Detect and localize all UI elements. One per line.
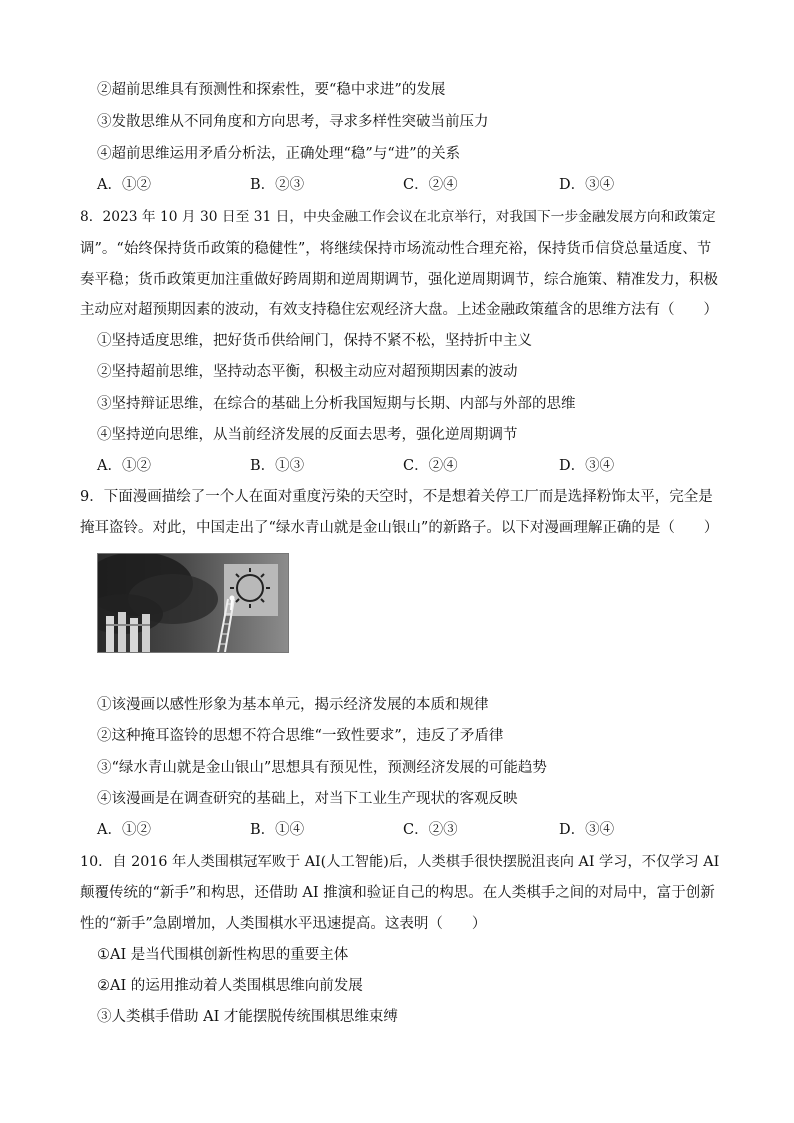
q9-choice-c: C．②③ <box>403 822 458 838</box>
q10-option-2: ②AI 的运用推动着人类围棋思维向前发展 <box>97 978 363 994</box>
q10-option-1: ①AI 是当代围棋创新性构思的重要主体 <box>97 947 349 963</box>
q8-option-3: ③坚持辩证思维，在综合的基础上分析我国短期与长期、内部与外部的思维 <box>97 396 576 412</box>
q9-option-1: ①该漫画以感性形象为基本单元，揭示经济发展的本质和规律 <box>97 697 489 713</box>
q8-choice-c: C．②④ <box>403 458 458 474</box>
q9-choice-b: B．①④ <box>250 822 305 838</box>
q7-choice-b: B．②③ <box>250 177 305 193</box>
q9-option-3: ③“绿水青山就是金山银山”思想具有预见性，预测经济发展的可能趋势 <box>97 760 547 776</box>
q8-stem-line-1: 8．2023 年 10 月 30 日至 31 日，中央金融工作会议在北京举行，对我国下一步金融发展方向和政策定 <box>80 209 716 225</box>
q10-stem-line-2: 颠覆传统的“新手”和构思，还借助 AI 推演和验证自己的构思。在人类棋手之间的对局中，富于创新 <box>80 885 715 901</box>
q10-stem-line-1: 10．自 2016 年人类围棋冠军败于 AI(人工智能)后，人类棋手很快摆脱沮丧向 AI 学习，不仅学习 AI <box>80 854 720 870</box>
q8-option-2: ②坚持超前思维，坚持动态平衡，积极主动应对超预期因素的波动 <box>97 364 518 380</box>
q7-choice-d: D．③④ <box>559 177 615 193</box>
q9-option-2: ②这种掩耳盗铃的思想不符合思维“一致性要求”，违反了矛盾律 <box>97 728 504 744</box>
q7-choice-a: A．①② <box>97 177 151 193</box>
q8-option-1: ①坚持适度思维，把好货币供给闸门，保持不紧不松，坚持折中主义 <box>97 333 532 349</box>
q7-option-2: ②超前思维具有预测性和探索性，要“稳中求进”的发展 <box>97 82 446 98</box>
q8-stem-line-4: 主动应对超预期因素的波动，有效支持稳住宏观经济大盘。上述金融政策蕴含的思维方法有（ ） <box>80 302 718 318</box>
pollution-cartoon-image <box>97 553 289 653</box>
q9-choice-a: A．①② <box>97 822 151 838</box>
q7-option-3: ③发散思维从不同角度和方向思考，寻求多样性突破当前压力 <box>97 114 489 130</box>
q10-stem-line-3: 性的“新手”急剧增加，人类围棋水平迅速提高。这表明（ ） <box>80 916 487 932</box>
q8-stem-line-3: 奏平稳；货币政策更加注重做好跨周期和逆周期调节，强化逆周期调节，综合施策、精准发力，积极 <box>80 272 718 288</box>
q10-option-3: ③人类棋手借助 AI 才能摆脱传统围棋思维束缚 <box>97 1009 398 1025</box>
q9-choice-d: D．③④ <box>559 822 615 838</box>
q8-option-4: ④坚持逆向思维，从当前经济发展的反面去思考，强化逆周期调节 <box>97 427 518 443</box>
q9-stem-line-1: 9．下面漫画描绘了一个人在面对重度污染的天空时，不是想着关停工厂而是选择粉饰太平，完全是 <box>80 489 713 505</box>
q7-option-4: ④超前思维运用矛盾分析法，正确处理“稳”与“进”的关系 <box>97 146 461 162</box>
q9-stem-line-2: 掩耳盗铃。对此，中国走出了“绿水青山就是金山银山”的新路子。以下对漫画理解正确的是（ ） <box>80 520 719 536</box>
q8-choice-d: D．③④ <box>559 458 615 474</box>
q7-choice-c: C．②④ <box>403 177 458 193</box>
q9-option-4: ④该漫画是在调查研究的基础上，对当下工业生产现状的客观反映 <box>97 791 518 807</box>
q8-choice-a: A．①② <box>97 458 151 474</box>
q8-stem-line-2: 调”。“始终保持货币政策的稳健性”，将继续保持市场流动性合理充裕，保持货币信贷总量适度、节 <box>80 241 712 257</box>
q8-choice-b: B．①③ <box>250 458 305 474</box>
